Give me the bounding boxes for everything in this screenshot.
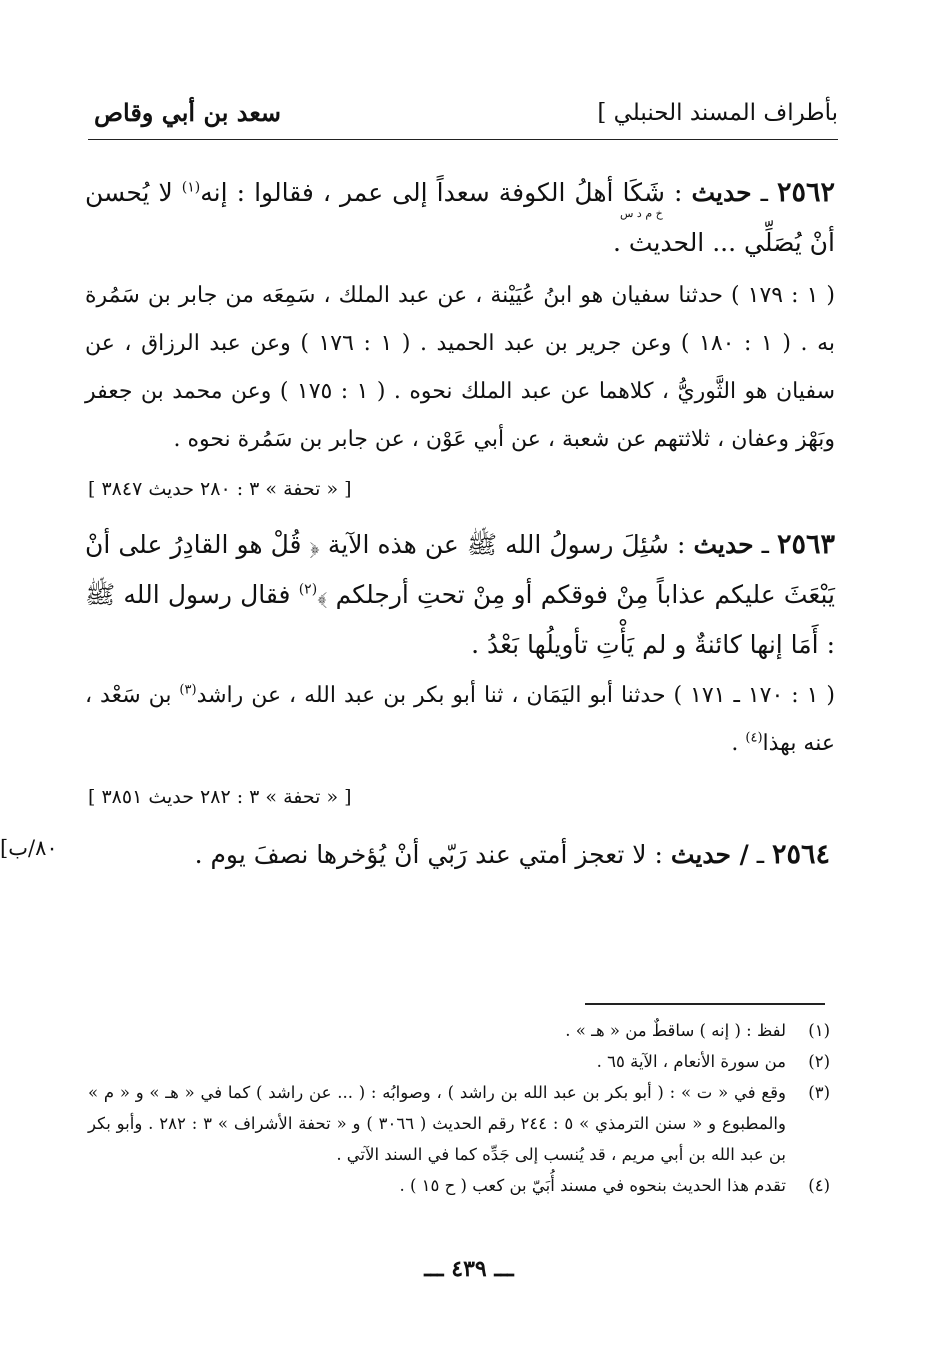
hadith-text-cont: فقال رسول الله ﷺ : أَمَا إنها كائنةٌ و لم يَأْتِ تأويلُها بَعْدُ . xyxy=(85,580,835,659)
musnad-name: سعد بن أبي وقاص xyxy=(94,98,282,127)
footnote-number: (٣) xyxy=(808,1083,830,1102)
source-symbols: خ م د س xyxy=(620,207,663,220)
hadith-keyword: حديث xyxy=(693,530,754,559)
footnote-number: (٤) xyxy=(808,1176,830,1195)
hadith-2564: ٢٥٦٤ ـ / حديث : لا تعجز أمتي عند رَبّي أنْ يُؤخرها نصفَ يوم . xyxy=(194,839,830,870)
hadith-2562: ٢٥٦٢ ـ حديث : شَكَا أهلُ الكوفة سعداً إلى عمر ، فقالوا : إنه$^{(١)}$ لا يُحسن أنْ يُصَلِّي ... الحديث . xyxy=(85,177,835,257)
hadith-keyword: / حديث xyxy=(670,840,749,869)
footnote-ref: (٣) xyxy=(179,682,197,698)
hadith-text: : سُئِلَ رسولُ الله ﷺ عن هذه الآية ﴿ قُلْ هو القادِرُ على أنْ يَبْعَثَ عليكم عذاباً مِنْ فوقكم أو مِنْ تحتِ أرجلكم ﴾ xyxy=(85,530,835,609)
hadith-number: ٢٥٦٤ xyxy=(771,839,830,870)
footnote-text: لفظ : ( إنه ) ساقطٌ من « هـ » . xyxy=(565,1021,786,1040)
hadith-number: ٢٥٦٣ xyxy=(777,529,836,560)
isnad-text: ( ١ : ١٧٠ ـ ١٧١ ) حدثنا أبو اليَمَان ، ثنا أبو بكر بن عبد الله ، عن راشد xyxy=(196,683,836,708)
footnote-divider xyxy=(585,1003,825,1005)
hadith-text: : لا تعجز أمتي عند رَبّي أنْ يُؤخرها نصفَ يوم . xyxy=(194,840,663,869)
footnote-ref: (٤) xyxy=(745,730,763,746)
footnotes xyxy=(88,1015,830,1201)
isnad-text-cont: بن سَعْد ، عنه بهذا xyxy=(85,683,835,756)
footnote-number: (١) xyxy=(808,1021,830,1040)
isnad-2562: ( ١ : ١٧٩ ) حدثنا سفيان هو ابنُ عُيَيْنة ، عن عبد الملك ، سَمِعَه من جابر بن سَمُرة به . ( ١ : ١٨٠ ) وعن جرير بن عبد الحميد . ( ١ : ١٧٦ ) وعن عبد الرزاق ، عن سفيان هو الثَّوريُّ ، كلاهما عن عبد الملك نحوه . ( ١ : ١٧٥ ) وعن محمد بن جعفر وبَهْز وعفان ، ثلاثتهم عن شعبة ، عن أبي عَوْن ، عن جابر بن سَمُرة نحوه . xyxy=(85,283,836,452)
hadith-2563: ٢٥٦٣ ـ حديث : سُئِلَ رسولُ الله ﷺ عن هذه الآية ﴿ قُلْ هو القادِرُ على أنْ يَبْعَثَ عليكم عذاباً مِنْ فوقكم أو مِنْ تحتِ أرجلكم ﴾$^{(٢)}$ فقال رسول الله ﷺ : أَمَا إنها كائنةٌ و لم يَأْتِ تأويلُها بَعْدُ . xyxy=(85,529,836,659)
book-title: بأطراف المسند الحنبلي ] xyxy=(597,100,838,126)
footnote-ref: (١) xyxy=(181,179,201,196)
footnote-text: وقع في « ت » : ( أبو بكر بن عبد الله بن راشد ) ، وصوابُه : ( ... عن راشد ) كما في « هـ » و « م » والمطبوع و « سنن الترمذي » ٥ : ٢٤٤ رقم الحديث ( ٣٠٦٦ ) و « تحفة الأشراف » ٣ : ٢٨٢ . وأبو بكر بن عبد الله بن أبي مريم ، قد يُنسب إلى جَدِّه كما في السند الآتي . xyxy=(88,1083,786,1164)
footnote-3 xyxy=(88,1077,830,1170)
running-header xyxy=(88,96,838,136)
footnote-ref: (٢) xyxy=(298,581,318,598)
footnote-text: تقدم هذا الحديث بنحوه في مسند أُبَيّ بن كعب ( ح ١٥ ) . xyxy=(399,1176,786,1195)
isnad-text-end: . xyxy=(731,731,746,756)
hadith-keyword: حديث xyxy=(691,178,752,207)
header-divider xyxy=(88,139,838,140)
tuhfa-reference-2563: [ « تحفة » ٣ : ٢٨٢ حديث ٣٨٥١ ] xyxy=(88,786,352,808)
hadith-text-cont: لا يُحسن أنْ يُصَلِّي ... الحديث . xyxy=(85,178,835,257)
isnad-2563 xyxy=(85,672,835,768)
manuscript-folio-note: [٨٠/ب xyxy=(0,836,58,860)
footnote-2 xyxy=(88,1046,830,1077)
tuhfa-reference-2562: [ « تحفة » ٣ : ٢٨٠ حديث ٣٨٤٧ ] xyxy=(88,478,352,500)
page-number: ـــ ٤٣٩ ـــ xyxy=(424,1256,514,1282)
footnote-text: من سورة الأنعام ، الآية ٦٥ . xyxy=(596,1052,786,1071)
footnote-1 xyxy=(88,1015,830,1046)
footnote-4 xyxy=(88,1170,830,1201)
hadith-number: ٢٥٦٢ xyxy=(776,177,835,208)
footnote-number: (٢) xyxy=(808,1052,830,1071)
hadith-text: : شَكَا أهلُ الكوفة سعداً إلى عمر ، فقالوا : إنه xyxy=(200,178,683,207)
